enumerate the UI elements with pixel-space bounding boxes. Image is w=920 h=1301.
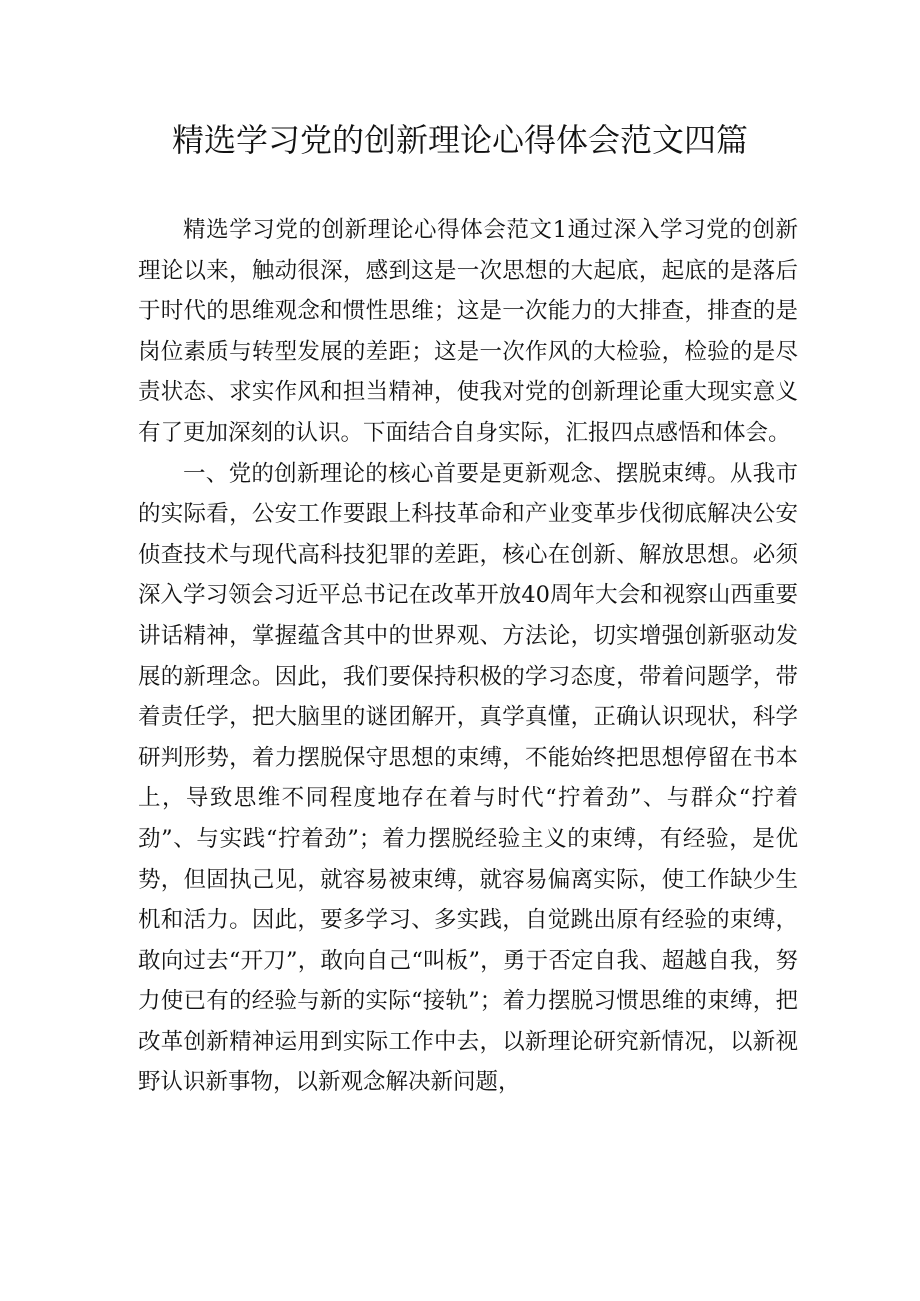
document-title: 精选学习党的创新理论心得体会范文四篇 (171, 121, 748, 159)
paragraph-intro: 精选学习党的创新理论心得体会范文1通过深入学习党的创新理论以来，触动很深，感到这是一次思想的大起底，起底的是落后于时代的思维观念和惯性思维；这是一次能力的大排查，排查的是岗位素质与转型发展的差距；这是一次作风的大检验，检验的是尽责状态、求实作风和担当精神，使我对党的创新理论重大现实意义有了更加深刻的认识。下面结合自身实际，汇报四点感悟和体会。 (138, 217, 798, 446)
paragraph-section-one: 一、党的创新理论的核心首要是更新观念、摆脱束缚。从我市的实际看，公安工作要跟上科技革命和产业变革步伐彻底解决公安侦查技术与现代高科技犯罪的差距，核心在创新、解放思想。必须深入学习领会习近平总书记在改革开放40周年大会和视察山西重要讲话精神，掌握蕴含其中的世界观、方法论，切实增强创新驱动发展的新理念。因此，我们要保持积极的学习态度，带着问题学，带着责任学，把大脑里的谜团解开，真学真懂，正确认识现状，科学研判形势，着力摆脱保守思想的束缚，不能始终把思想停留在书本上，导致思维不同程度地存在着与时代“拧着劲”、与群众“拧着劲”、与实践“拧着劲”；着力摆脱经验主义的束缚，有经验，是优势，但固执己见，就容易被束缚，就容易偏离实际，使工作缺少生机和活力。因此，要多学习、多实践，自觉跳出原有经验的束缚，敢向过去“开刀”，敢向自己“叫板”，勇于否定自我、超越自我，努力使已有的经验与新的实际“接轨”；着力摆脱习惯思维的束缚，把改革创新精神运用到实际工作中去，以新理论研究新情况，以新视野认识新事物，以新观念解决新问题， (138, 460, 798, 1096)
document-body (138, 210, 798, 1103)
